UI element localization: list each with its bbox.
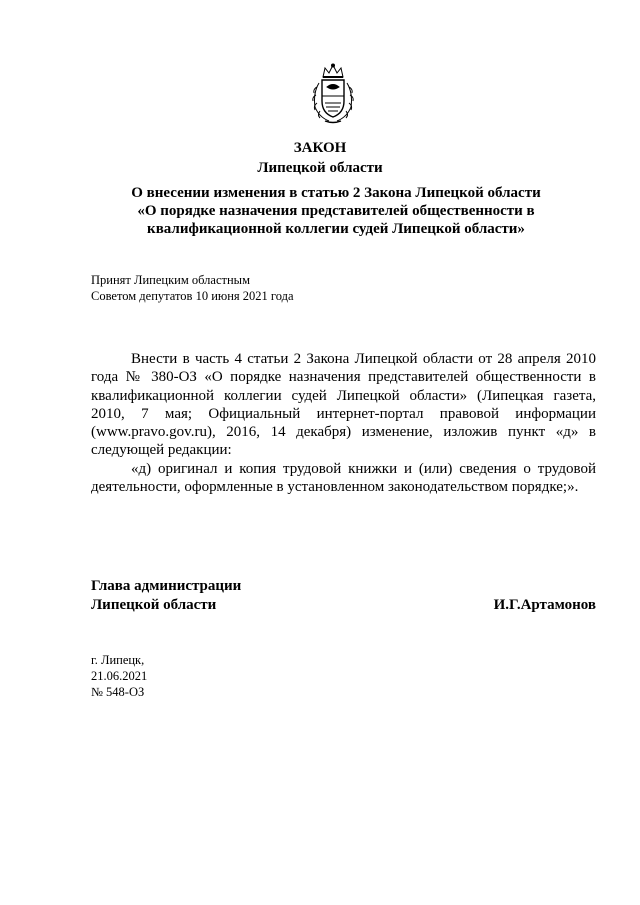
body-paragraph: Внести в часть 4 статьи 2 Закона Липецкой области от 28 апреля 2010 года № 380-ОЗ «О порядке назначения представителей общественности в квалификационной коллегии судей Липецкой области» (Липецкая газета, 2010, 7 мая; Официальный интернет-портал правовой информации (www.pravo.gov.ru), 2016, 14 декабря) изменение, изложив пункт «д» в следующей редакции: — [91, 351, 596, 459]
document-type: ЗАКОН — [293, 140, 347, 156]
adoption-note — [91, 272, 294, 304]
signatory-position: Липецкой области — [91, 597, 217, 613]
document-footer — [91, 652, 147, 700]
law-title-line: квалификационной коллегии судей Липецкой области» — [147, 221, 525, 237]
date: 21.06.2021 — [91, 669, 148, 683]
law-body — [91, 350, 596, 496]
adoption-line: Советом депутатов 10 июня 2021 года — [91, 289, 294, 303]
coat-of-arms-icon — [311, 63, 355, 125]
region-name: Липецкой области — [257, 160, 383, 176]
signatory-position: Глава администрации — [91, 578, 242, 594]
law-title-line: О внесении изменения в статью 2 Закона Липецкой области — [131, 185, 541, 201]
signatory-name: И.Г.Артамонов — [493, 597, 596, 613]
signature-block — [91, 577, 596, 615]
place: г. Липецк, — [91, 653, 145, 667]
law-title — [56, 184, 616, 238]
adoption-line: Принят Липецким областным — [91, 273, 250, 287]
law-title-line: «О порядке назначения представителей общественности в — [137, 203, 535, 219]
document-number: № 548-ОЗ — [91, 685, 145, 699]
body-paragraph: «д) оригинал и копия трудовой книжки и (или) сведения о трудовой деятельности, оформленные в установленном законодательством порядке;». — [91, 460, 596, 496]
